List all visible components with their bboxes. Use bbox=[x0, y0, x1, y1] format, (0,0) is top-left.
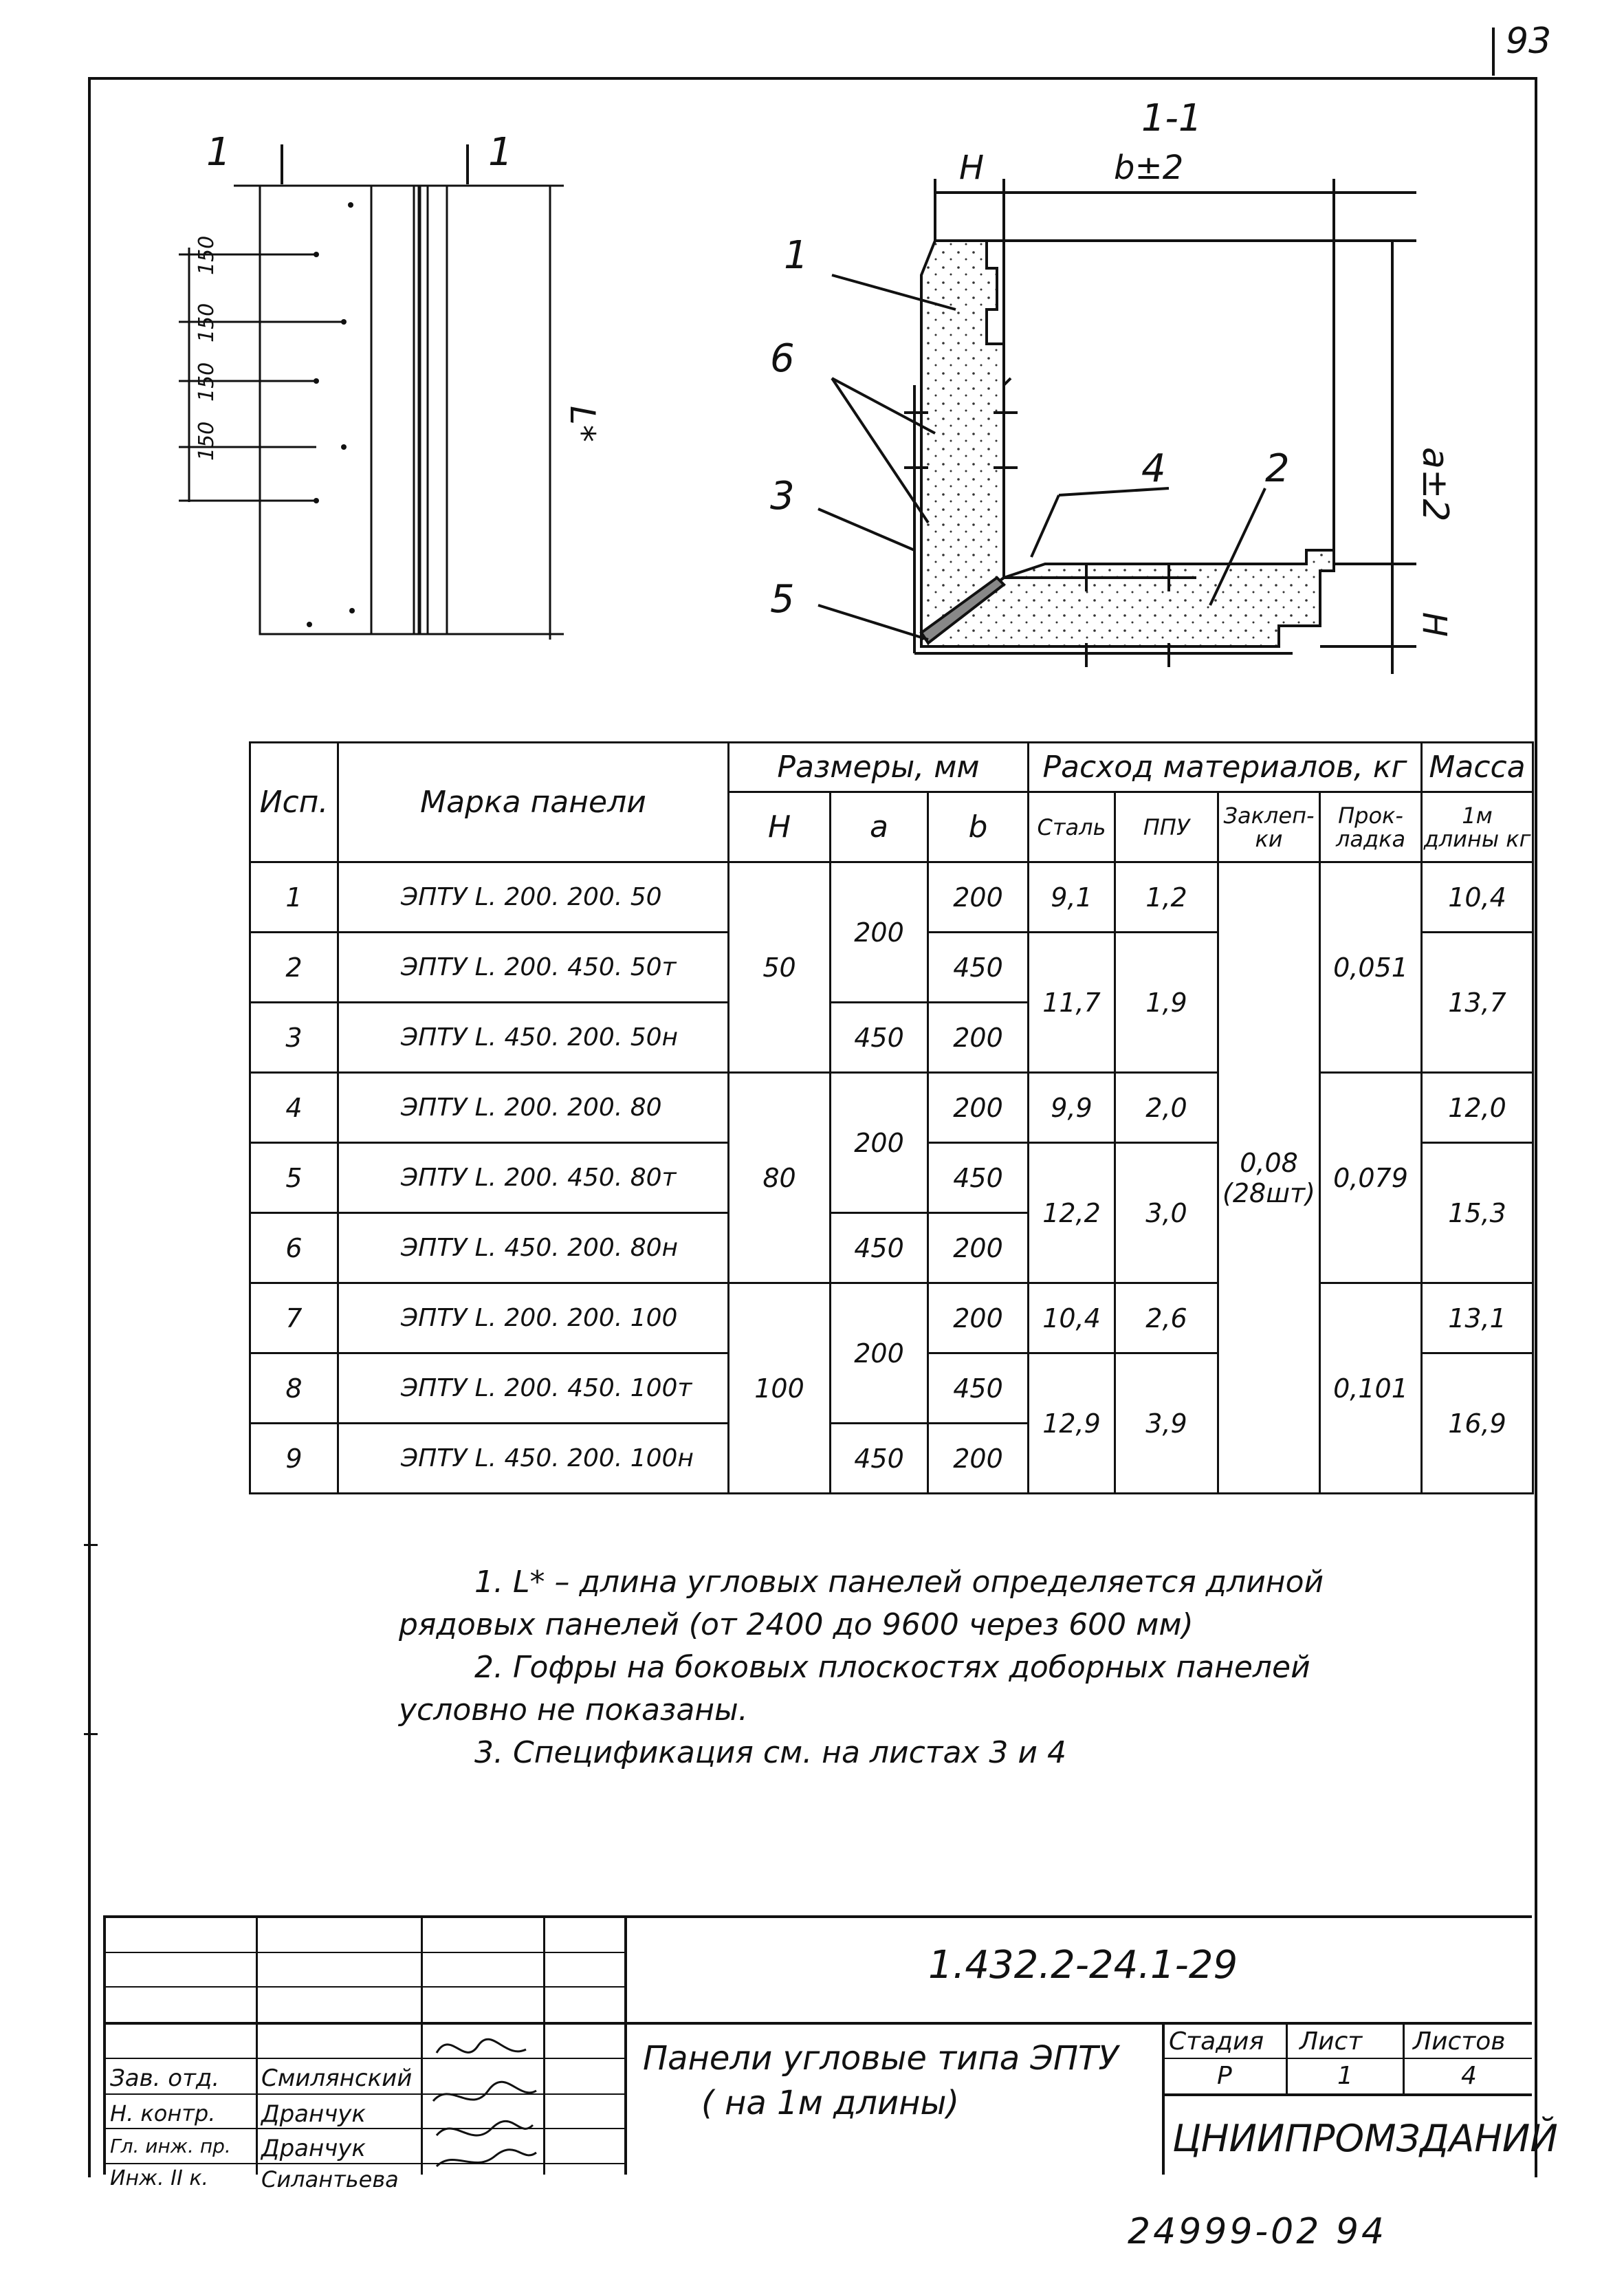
row-b: 450 bbox=[928, 933, 1029, 1003]
row-b: 450 bbox=[928, 1143, 1029, 1213]
dim-a-label: a±2 bbox=[1414, 447, 1456, 522]
row-steel: 9,9 bbox=[1029, 1073, 1115, 1143]
row-mark: ЭПТУ L. 200. 450. 50т bbox=[338, 933, 729, 1003]
group-a: 450 bbox=[831, 1424, 928, 1494]
tb-rule bbox=[103, 2128, 626, 2129]
row-mass: 12,0 bbox=[1422, 1073, 1533, 1143]
note-line: условно не показаны. bbox=[399, 1692, 748, 1728]
organization: ЦНИИПРОМЗДАНИЙ bbox=[1172, 2117, 1558, 2160]
dim-label: 150 bbox=[195, 362, 219, 402]
callout: 6 bbox=[770, 336, 795, 381]
rivets-value: 0,08 bbox=[1240, 1147, 1298, 1178]
row-mark: ЭПТУ L. 450. 200. 50н bbox=[338, 1003, 729, 1073]
tb-rule bbox=[103, 2022, 1532, 2025]
row-steel: 10,4 bbox=[1029, 1283, 1115, 1353]
doc-title-line1: Панели угловые типа ЭПТУ bbox=[643, 2039, 1119, 2078]
row-ppu: 1,2 bbox=[1115, 862, 1218, 933]
header-sizes: Размеры, мм bbox=[729, 743, 1029, 792]
row-isp: 4 bbox=[250, 1073, 338, 1143]
header-ppu: ППУ bbox=[1115, 792, 1218, 862]
tb-rule bbox=[1286, 2022, 1288, 2095]
header-materials: Расход материалов, кг bbox=[1029, 743, 1422, 792]
row-steel: 9,1 bbox=[1029, 862, 1115, 933]
row-b: 200 bbox=[928, 1073, 1029, 1143]
section-mark-right: 1 bbox=[488, 130, 513, 175]
dim-H-label: H bbox=[959, 149, 985, 187]
group-mass: 15,3 bbox=[1422, 1143, 1533, 1283]
header-steel: Сталь bbox=[1029, 792, 1115, 862]
group-a: 200 bbox=[831, 862, 928, 1003]
group-gasket: 0,079 bbox=[1320, 1073, 1422, 1283]
length-label: L* bbox=[562, 406, 602, 442]
row-b: 200 bbox=[928, 1213, 1029, 1283]
sheet-label: Лист bbox=[1299, 2027, 1363, 2056]
header-gasket: Прок-ладка bbox=[1320, 792, 1422, 862]
stage-value: Р bbox=[1217, 2062, 1232, 2090]
staff-role: Зав. отд. bbox=[110, 2065, 220, 2092]
row-isp: 8 bbox=[250, 1353, 338, 1424]
row-mark: ЭПТУ L. 200. 200. 80 bbox=[338, 1073, 729, 1143]
row-b: 200 bbox=[928, 1283, 1029, 1353]
sheets-label: Листов bbox=[1413, 2027, 1506, 2056]
group-H: 80 bbox=[729, 1073, 831, 1283]
header-mass-unit: 1м длины кг bbox=[1422, 792, 1533, 862]
header-H: H bbox=[729, 792, 831, 862]
row-mark: ЭПТУ L. 200. 450. 80т bbox=[338, 1143, 729, 1213]
dim-label: 150 bbox=[195, 303, 219, 342]
note-line: 1. L* – длина угловых панелей определяется длиной bbox=[474, 1565, 1324, 1600]
row-isp: 6 bbox=[250, 1213, 338, 1283]
page-number: 93 bbox=[1506, 21, 1552, 62]
row-mark: ЭПТУ L. 200. 200. 50 bbox=[338, 862, 729, 933]
tb-rule bbox=[103, 1915, 106, 2175]
header-isp: Исп. bbox=[250, 743, 338, 862]
header-mark: Марка панели bbox=[338, 743, 729, 862]
tb-rule bbox=[103, 2093, 626, 2095]
dim-b-label: b±2 bbox=[1114, 149, 1184, 187]
row-isp: 9 bbox=[250, 1424, 338, 1494]
row-isp: 7 bbox=[250, 1283, 338, 1353]
signatures bbox=[423, 2025, 543, 2173]
tb-rule bbox=[543, 1915, 545, 2175]
section-label: 1-1 bbox=[1141, 96, 1203, 140]
sheets-value: 4 bbox=[1461, 2062, 1477, 2090]
note-line: рядовых панелей (от 2400 до 9600 через 600 мм) bbox=[399, 1607, 1194, 1642]
callout: 3 bbox=[770, 474, 795, 519]
staff-role: Гл. инж. пр. bbox=[110, 2135, 231, 2157]
group-mass: 13,7 bbox=[1422, 933, 1533, 1073]
note-line: 3. Спецификация см. на листах 3 и 4 bbox=[474, 1735, 1066, 1770]
tb-rule bbox=[1162, 2058, 1532, 2059]
row-isp: 1 bbox=[250, 862, 338, 933]
callout: 2 bbox=[1265, 446, 1290, 491]
row-mark: ЭПТУ L. 200. 200. 100 bbox=[338, 1283, 729, 1353]
panel-spec-table bbox=[249, 741, 1534, 1494]
page-number-bar bbox=[1492, 28, 1495, 76]
bottom-code: 24999-02 94 bbox=[1128, 2211, 1387, 2252]
callout: 4 bbox=[1141, 446, 1166, 491]
tb-rule bbox=[256, 1915, 258, 2175]
tb-rule bbox=[1162, 2093, 1532, 2096]
side-view-drawing bbox=[158, 117, 602, 674]
row-ppu: 2,0 bbox=[1115, 1073, 1218, 1143]
group-ppu: 1,9 bbox=[1115, 933, 1218, 1073]
row-b: 200 bbox=[928, 1003, 1029, 1073]
group-ppu: 3,9 bbox=[1115, 1353, 1218, 1494]
group-gasket: 0,101 bbox=[1320, 1283, 1422, 1494]
dim-H-label: H bbox=[1415, 612, 1453, 638]
staff-role: Н. контр. bbox=[110, 2100, 216, 2126]
rivets-count: (28шт) bbox=[1222, 1177, 1315, 1208]
callout: 1 bbox=[784, 233, 809, 278]
tb-rule bbox=[624, 1915, 627, 2175]
staff-role: Инж. II к. bbox=[110, 2166, 209, 2190]
tb-rule bbox=[1403, 2022, 1405, 2095]
group-ppu: 3,0 bbox=[1115, 1143, 1218, 1283]
group-gasket: 0,051 bbox=[1320, 862, 1422, 1073]
stage-label: Стадия bbox=[1169, 2027, 1264, 2056]
header-a: a bbox=[831, 792, 928, 862]
staff-name: Дранчук bbox=[261, 2135, 366, 2162]
margin-tick bbox=[84, 1544, 98, 1546]
tb-rule bbox=[103, 2058, 626, 2059]
row-isp: 3 bbox=[250, 1003, 338, 1073]
tb-rule bbox=[103, 1986, 626, 1988]
header-mass: Масса bbox=[1422, 743, 1533, 792]
dim-label: 150 bbox=[195, 421, 219, 461]
row-b: 450 bbox=[928, 1353, 1029, 1424]
row-isp: 5 bbox=[250, 1143, 338, 1213]
row-mass: 10,4 bbox=[1422, 862, 1533, 933]
group-steel: 12,2 bbox=[1029, 1143, 1115, 1283]
row-b: 200 bbox=[928, 1424, 1029, 1494]
group-H: 100 bbox=[729, 1283, 831, 1494]
sheet-value: 1 bbox=[1337, 2062, 1353, 2090]
group-H: 50 bbox=[729, 862, 831, 1073]
row-b: 200 bbox=[928, 862, 1029, 933]
group-mass: 16,9 bbox=[1422, 1353, 1533, 1494]
group-a: 200 bbox=[831, 1073, 928, 1213]
rivets-cell bbox=[1218, 862, 1320, 1494]
row-ppu: 2,6 bbox=[1115, 1283, 1218, 1353]
staff-name: Дранчук bbox=[261, 2100, 366, 2128]
notes bbox=[399, 1561, 1499, 1774]
margin-tick bbox=[84, 1733, 98, 1735]
tb-rule bbox=[103, 1952, 626, 1953]
row-mark: ЭПТУ L. 450. 200. 100н bbox=[338, 1424, 729, 1494]
header-rivets: Заклеп-ки bbox=[1218, 792, 1320, 862]
callout: 5 bbox=[770, 577, 795, 622]
doc-title-line2: ( на 1м длины) bbox=[701, 2084, 960, 2122]
group-steel: 12,9 bbox=[1029, 1353, 1115, 1494]
group-a: 450 bbox=[831, 1003, 928, 1073]
row-mass: 13,1 bbox=[1422, 1283, 1533, 1353]
header-b: b bbox=[928, 792, 1029, 862]
row-isp: 2 bbox=[250, 933, 338, 1003]
section-mark-left: 1 bbox=[206, 130, 231, 175]
tb-rule bbox=[103, 1915, 1532, 1918]
group-steel: 11,7 bbox=[1029, 933, 1115, 1073]
note-line: 2. Гофры на боковых плоскостях доборных панелей bbox=[474, 1650, 1310, 1685]
dim-label: 150 bbox=[195, 235, 219, 275]
row-mark: ЭПТУ L. 450. 200. 80н bbox=[338, 1213, 729, 1283]
staff-name: Смилянский bbox=[261, 2065, 413, 2092]
group-a: 200 bbox=[831, 1283, 928, 1424]
section-drawing bbox=[729, 83, 1458, 674]
tb-rule bbox=[1162, 2022, 1165, 2175]
group-a: 450 bbox=[831, 1213, 928, 1283]
doc-code: 1.432.2-24.1-29 bbox=[928, 1943, 1238, 1988]
staff-name: Силантьева bbox=[261, 2166, 399, 2192]
row-mark: ЭПТУ L. 200. 450. 100т bbox=[338, 1353, 729, 1424]
tb-rule bbox=[103, 2163, 626, 2164]
